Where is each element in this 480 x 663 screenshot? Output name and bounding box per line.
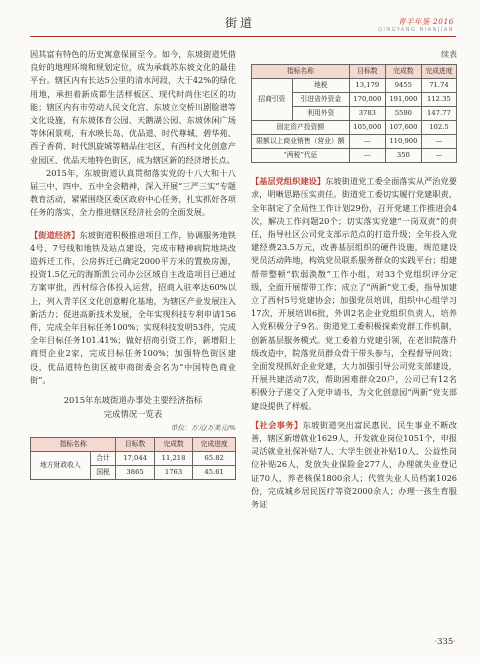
row-progress: 45.61 xyxy=(193,466,236,480)
row-done: 110,900 xyxy=(385,135,421,149)
row-progress: — xyxy=(421,149,456,163)
header-indicator: 指标名称 xyxy=(252,65,350,79)
row-label: 利用外资 xyxy=(292,107,349,121)
row-target: 3783 xyxy=(349,107,385,121)
header-done: 完成数 xyxy=(154,438,192,452)
row-progress: 102.5 xyxy=(421,121,456,135)
economy-tag: 【街道经济】 xyxy=(30,229,80,240)
row-progress: 65.82 xyxy=(193,452,236,466)
row-done: 5590 xyxy=(385,107,421,121)
table-unit: 单位：万元/万美元/% xyxy=(170,424,236,433)
row-target: 13,179 xyxy=(349,79,385,93)
row-progress: 147.77 xyxy=(421,107,456,121)
group-cell: 地方财政收入 xyxy=(31,452,91,480)
header-divider xyxy=(30,36,456,37)
table-row xyxy=(31,452,236,466)
row-target: 3865 xyxy=(116,466,154,480)
economic-indicators-table xyxy=(30,437,236,480)
row-target: 17,044 xyxy=(116,452,154,466)
row-progress: — xyxy=(421,135,456,149)
yearbook-brand: 青羊年鉴 2016 xyxy=(398,17,454,26)
table-title xyxy=(30,393,236,421)
row-target: 105,000 xyxy=(349,121,385,135)
row-label: “两税”代征 xyxy=(252,149,350,163)
row-label: 合计 xyxy=(90,452,116,466)
header-target: 目标数 xyxy=(349,65,385,79)
party-building-paragraph xyxy=(251,175,457,413)
table-row xyxy=(252,121,457,135)
header-progress: 完成进度 xyxy=(421,65,456,79)
table-title-line-2: 完成情况一览表 xyxy=(103,409,163,420)
row-progress: 71.74 xyxy=(421,79,456,93)
social-affairs-text: 东坡街道突出富民惠民，民生事业不断改善，辖区新增就业1629人，开发就业岗位1051个，申报灵活就业社保补贴7人、大学生创业补贴10人、公益性岗位补贴26人，发放失业保险金277人，办理就失业登记证70人，养老核保1800余人；代管失业人员档案1026份，完成城乡居民医疗等资2000余人；办理一孩生育服务证 xyxy=(251,419,457,510)
economy-text: 东坡街道积极推进项目工作，协调服务地铁4号、7号线和地铁及站点建设，完成市精神病院地块改造拆迁工作，公房拆迁已确定2000平方米的置换房源，投资1.5亿元的海斯凯公司办公区域自主改造项目已通过方案审批，西村综合体投入运营，招商入驻率达60%以上，列入青羊区文化创意孵化基地，为辖区产业发展注入新活力；促进高新技术发展，全年实现科技专利申请156件，完成全年目标任务100%；实现科技发明53件，完成全年目标任务101.41%；做好招商引资工作，新增阳上商贸企业2家，完成目标任务100%；加强特色街区建设，优品道特色街区被申商街委会名为“中国特色商业街”。 xyxy=(30,229,236,385)
summary-paragraph: 2015年，东坡街道认真贯彻落实党的十八大和十八届三中、四中、五中全会精神，深入开展“三严三实”专题教育活动，紧紧围绕区委区政府中心任务，扎实抓好各项任务的落实，全力推进辖区经济社会的全面发展。 xyxy=(30,167,236,218)
row-label: 地税 xyxy=(292,79,349,93)
table-row xyxy=(252,79,457,93)
party-building-text: 东坡街道党工委全面落实从严治党要求，明晰思路压实责任。街道党工委切实履行党建职责，全年制定了全局性工作计划29份，召开党建工作推进会4次，解决工作问题20个；切实落实党建“一岗双责”的责任，指导社区公司党支部示范点的打造升级；全年投入党建经费23.5万元，改善基层组织的硬件设施，规范建设党员活动阵地，构筑党员联系服务群众的实践平台；组建帮带整顿“软弱涣散”工作小组，对33个党组织评分定级，全面开展帮带工作；成立了“两新”党工委，指导加建立了西村5号党建协会；加强党员培训，组织中心组学习17次，开展培训6批，外训2名企业党组织负责人，培养入党积极分子9名。街道党工委积极探索党群工作机制，创新基层服务模式。党工委着力党建引领，在老旧院落升级改造中，院落党员群众骨干带头参与，全程督导问效；全面发现抓好企业党建，大力加强引导公司党支部建设，开展共建活动7次，帮助困难群众20户，公司已有12名积极分子递交了入党申请书，为文化创意园“两新”党支部建设提供了样板。 xyxy=(251,176,457,411)
row-label: 国税 xyxy=(90,466,116,480)
row-done: 191,000 xyxy=(385,93,421,107)
left-column xyxy=(30,48,236,480)
yearbook-subtitle: QINGYANG NIANJIAN xyxy=(377,27,454,33)
row-target: 170,000 xyxy=(349,93,385,107)
social-affairs-paragraph xyxy=(251,419,457,511)
page-number: ·335· xyxy=(434,637,456,647)
row-progress: 112.35 xyxy=(421,93,456,107)
row-target: — xyxy=(349,135,385,149)
row-label: 固定资产投资额 xyxy=(252,121,350,135)
party-building-tag: 【基层党组织建设】 xyxy=(251,176,326,187)
page-number-value: 335 xyxy=(437,637,454,647)
header-done: 完成数 xyxy=(385,65,421,79)
row-target: — xyxy=(349,149,385,163)
economic-indicators-table-continued xyxy=(251,64,457,163)
header-target: 目标数 xyxy=(116,438,154,452)
table-header-row xyxy=(31,438,236,452)
intro-paragraph: 因其富有特色的历史寓意保留至今。如今，东坡街道凭借良好的地理环境和规划定位，成为承载苏东坡文化的最佳平台。辖区内有长达5公里的清水河段，大于42%的绿化用地，承担着新成都生活样板区、现代时尚住宅区的功能；辖区内有市劳动人民文化宫、东坡立交桥川剧脸谱等文化设施，有东坡体育公园、天鹅湖公园、东坡休闲广场等休闲景观，有水映长岛、优品道、时代尊城、碧华苑、西子香荷、时代凯旋城等精品住宅区，有西村文化创意产业园区、优品天地特色街区，成为辖区新的经济增长点。 xyxy=(30,49,236,165)
header-indicator: 指标名称 xyxy=(31,438,116,452)
row-done: 1763 xyxy=(154,466,192,480)
table-title-line-1: 2015年东坡街道办事处主要经济指标 xyxy=(63,395,203,406)
group-cell: 招商引资 xyxy=(252,79,293,121)
continued-label: 续表 xyxy=(441,50,457,59)
row-done: 107,600 xyxy=(385,121,421,135)
table-row xyxy=(252,135,457,149)
header-progress: 完成进度 xyxy=(193,438,236,452)
row-label: 限额以上商业销售（营业）额 xyxy=(252,135,350,149)
right-column xyxy=(251,48,457,511)
section-title: 街道 xyxy=(224,16,255,30)
social-affairs-tag: 【社会事务】 xyxy=(251,419,303,430)
row-done: 9455 xyxy=(385,79,421,93)
economy-paragraph xyxy=(30,229,236,387)
row-done: 11,218 xyxy=(154,452,192,466)
row-done: 350 xyxy=(385,149,421,163)
table-row xyxy=(252,149,457,163)
table-header-row xyxy=(252,65,457,79)
row-label: 引进省外资金 xyxy=(292,93,349,107)
